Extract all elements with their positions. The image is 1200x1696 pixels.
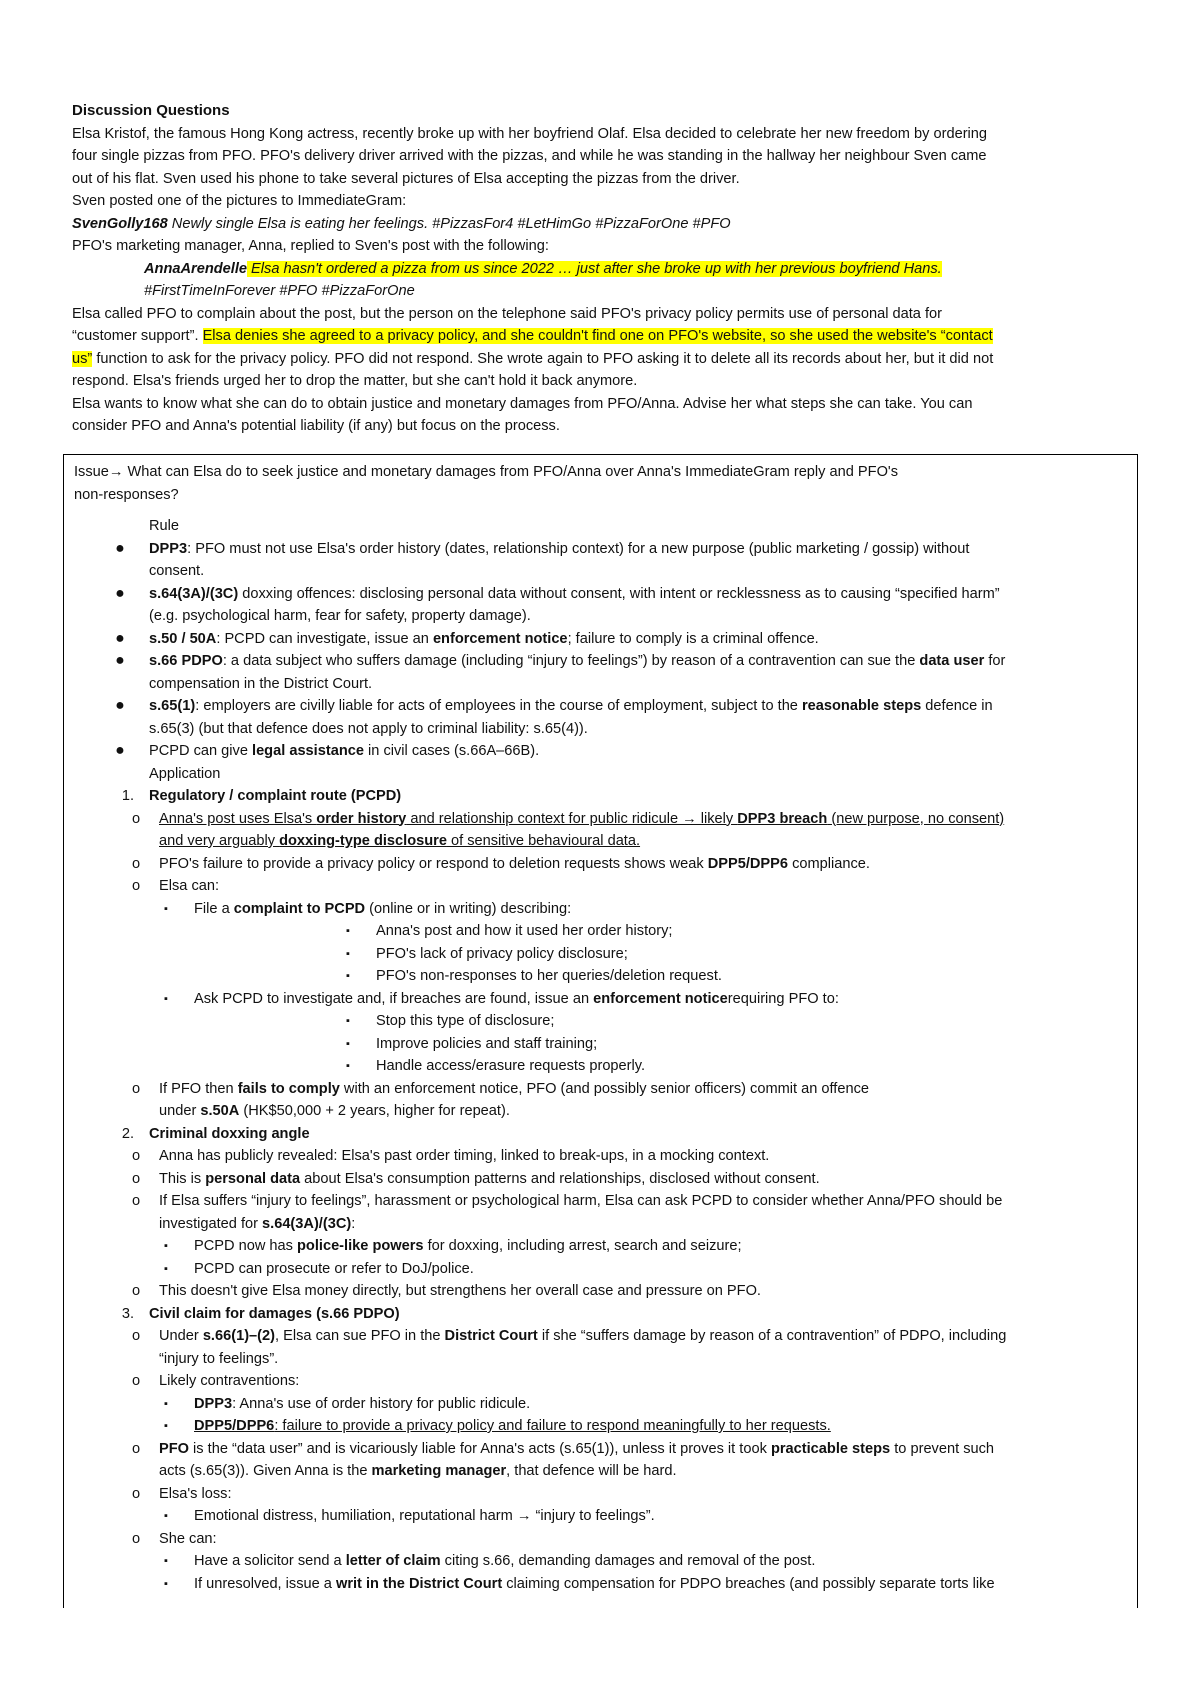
circle-bullet-icon: o bbox=[131, 1283, 141, 1299]
text-run: District Court bbox=[444, 1328, 538, 1344]
para-line: consider PFO and Anna's potential liability (if any) but focus on the process. bbox=[72, 418, 560, 434]
rule-item bbox=[74, 538, 1127, 561]
text-run: Elsa can: bbox=[159, 878, 220, 894]
sub-item bbox=[74, 988, 1127, 1011]
list-item bbox=[74, 1145, 1127, 1168]
text-run: for doxxing, including arrest, search and seizure; bbox=[423, 1238, 742, 1254]
list-item-cont bbox=[74, 1100, 1127, 1123]
text-run: (online or in writing) describing: bbox=[365, 900, 572, 917]
text-run: File a bbox=[194, 900, 234, 917]
text-run: DPP5/DPP6 bbox=[194, 1418, 275, 1434]
text-run: practicable steps bbox=[770, 1440, 891, 1457]
text-run: defence in bbox=[921, 698, 993, 714]
text-run: Under bbox=[159, 1328, 203, 1344]
text-run: and relationship context for public ridicule → likely bbox=[406, 810, 738, 827]
sub-item bbox=[74, 1505, 1127, 1528]
text-run: This doesn't give Elsa money directly, but strengthens her overall case and pressure on PFO. bbox=[159, 1283, 761, 1299]
text-run: Anna's post and how it used her order history; bbox=[376, 923, 673, 939]
square-bullet-icon: ▪ bbox=[346, 1037, 350, 1050]
text-run: : bbox=[351, 1215, 356, 1232]
sub-sub-item bbox=[74, 920, 1127, 943]
application-heading: Application bbox=[149, 765, 221, 782]
text-run: Elsa's loss: bbox=[159, 1485, 232, 1502]
anna-handle: AnnaArendelle bbox=[144, 260, 247, 277]
bullet-icon: ● bbox=[115, 742, 125, 759]
list-item-cont bbox=[74, 830, 1127, 853]
answer-box bbox=[63, 454, 1138, 1608]
para-line: Elsa called PFO to complain about the post, but the person on the telephone said PFO's privacy policy permits use of personal data for bbox=[72, 305, 942, 322]
text-run: enforcement notice bbox=[432, 630, 568, 647]
section-heading bbox=[74, 1303, 1127, 1326]
para-line: Sven posted one of the pictures to ImmediateGram: bbox=[72, 193, 407, 209]
sub-item bbox=[74, 898, 1127, 921]
page-title: Discussion Questions bbox=[72, 102, 230, 119]
circle-bullet-icon: o bbox=[131, 810, 141, 827]
text-run: Criminal doxxing angle bbox=[149, 1125, 310, 1142]
text-run: Anna's post uses Elsa's bbox=[159, 810, 317, 827]
circle-bullet-icon: o bbox=[131, 1373, 141, 1389]
text-run: PFO's lack of privacy policy disclosure; bbox=[376, 945, 628, 962]
circle-bullet-icon: o bbox=[131, 1440, 141, 1457]
rule-item-cont: compensation in the District Court. bbox=[149, 675, 373, 692]
text-run: claiming compensation for PDPO breaches (and possibly separate torts like bbox=[502, 1575, 995, 1592]
sub-item bbox=[74, 1415, 1127, 1438]
text-run: Stop this type of disclosure; bbox=[376, 1013, 555, 1029]
rule-item bbox=[74, 695, 1127, 718]
list-item bbox=[74, 1483, 1127, 1506]
text-run: “customer support”. bbox=[72, 328, 203, 344]
bullet-icon: ● bbox=[115, 697, 125, 714]
list-item-cont: “injury to feelings”. bbox=[159, 1350, 279, 1367]
para-line bbox=[72, 325, 1142, 348]
text-run: s.66 PDPO bbox=[149, 653, 223, 669]
text-run: DPP3 bbox=[194, 1395, 233, 1412]
text-run: citing s.66, demanding damages and removal of the post. bbox=[440, 1553, 816, 1569]
text-run: of sensitive behavioural data. bbox=[446, 833, 641, 849]
square-bullet-icon: ▪ bbox=[346, 1060, 350, 1072]
square-bullet-icon: ▪ bbox=[164, 1420, 168, 1432]
square-bullet-icon: ▪ bbox=[346, 970, 350, 982]
text-run: PFO bbox=[159, 1440, 189, 1457]
text-run: : employers are civilly liable for acts of employees in the course of employment, subject to the bbox=[195, 698, 802, 714]
sub-sub-item bbox=[74, 965, 1127, 988]
text-run: personal data bbox=[205, 1170, 301, 1187]
para-line: Elsa Kristof, the famous Hong Kong actress, recently broke up with her boyfriend Olaf. Elsa decided to celebrate her new freedom by ordering bbox=[72, 125, 988, 142]
square-bullet-icon: ▪ bbox=[164, 992, 168, 1005]
sven-handle: SvenGolly168 bbox=[72, 215, 168, 232]
text-run: Have a solicitor send a bbox=[194, 1553, 346, 1569]
sub-item bbox=[74, 1258, 1127, 1281]
case-text bbox=[72, 100, 1142, 438]
sub-item bbox=[74, 1235, 1127, 1258]
text-run: : a data subject who suffers damage (including “injury to feelings”) by reason of a contravention can sue the bbox=[222, 653, 920, 669]
text-run: PFO's non-responses to her queries/deletion request. bbox=[376, 968, 722, 984]
highlighted-text: Elsa denies she agreed to a privacy policy, and she couldn't find one on PFO's website, so she used the website's “contact bbox=[202, 328, 993, 344]
text-run: Emotional distress, humiliation, reputational harm → “injury to feelings”. bbox=[194, 1508, 655, 1524]
text-run: : Anna's use of order history for public ridicule. bbox=[232, 1395, 531, 1412]
text-run: PCPD can prosecute or refer to DoJ/police. bbox=[194, 1260, 474, 1277]
rule-item bbox=[74, 740, 1127, 763]
square-bullet-icon: ▪ bbox=[164, 1240, 168, 1252]
list-item bbox=[74, 853, 1127, 876]
section-number: 1. bbox=[121, 788, 134, 804]
square-bullet-icon: ▪ bbox=[346, 947, 350, 960]
text-run: , that defence will be hard. bbox=[506, 1463, 677, 1479]
rule-item bbox=[74, 583, 1127, 606]
text-run: acts (s.65(3)). Given Anna is the bbox=[159, 1463, 372, 1479]
square-bullet-icon: ▪ bbox=[346, 1015, 350, 1027]
text-run: with an enforcement notice, PFO (and possibly senior officers) commit an offence bbox=[339, 1080, 870, 1097]
list-item bbox=[74, 1168, 1127, 1191]
text-run: fails to comply bbox=[237, 1080, 340, 1097]
text-run: writ in the District Court bbox=[335, 1575, 503, 1592]
text-run: s.50 / 50A bbox=[149, 630, 217, 647]
text-run: s.65(1) bbox=[149, 698, 196, 714]
text-run: DPP3 bbox=[149, 540, 188, 557]
rule-item-cont: s.65(3) (but that defence does not apply to criminal liability: s.65(4)). bbox=[149, 720, 588, 737]
text-run: : PCPD can investigate, issue an bbox=[216, 630, 433, 647]
text-run: DPP5/DPP6 bbox=[707, 855, 789, 872]
text-run: Handle access/erasure requests properly. bbox=[376, 1058, 646, 1074]
circle-bullet-icon: o bbox=[131, 878, 141, 894]
text-run: PCPD can give bbox=[149, 743, 253, 759]
text-run: to prevent such bbox=[890, 1440, 995, 1457]
rule-item bbox=[74, 628, 1127, 651]
list-item bbox=[74, 1078, 1127, 1101]
sub-item bbox=[74, 1573, 1127, 1596]
anna-reply-text: Elsa hasn't ordered a pizza from us since 2022 … just after she broke up with her previous boyfriend Hans. bbox=[247, 260, 942, 277]
square-bullet-icon: ▪ bbox=[346, 925, 350, 937]
text-run: ; failure to comply is a criminal offence. bbox=[567, 630, 819, 647]
sven-post-text: Newly single Elsa is eating her feelings. #PizzasFor4 #LetHimGo #PizzaForOne #PFO bbox=[167, 215, 731, 232]
text-run: about Elsa's consumption patterns and relationships, disclosed without consent. bbox=[300, 1170, 820, 1187]
square-bullet-icon: ▪ bbox=[164, 1397, 168, 1410]
text-run: Regulatory / complaint route (PCPD) bbox=[149, 788, 402, 804]
text-run: doxxing offences: disclosing personal data without consent, with intent or recklessness as to causing “specified harm” bbox=[238, 585, 1000, 602]
text-run: for bbox=[984, 653, 1006, 669]
section-number: 2. bbox=[121, 1125, 134, 1142]
highlighted-text: us” bbox=[72, 350, 93, 367]
sub-item bbox=[74, 1393, 1127, 1416]
bullet-icon: ● bbox=[115, 539, 125, 557]
spacer bbox=[74, 506, 1127, 515]
square-bullet-icon: ▪ bbox=[164, 1510, 168, 1522]
section-heading bbox=[74, 1123, 1127, 1146]
circle-bullet-icon: o bbox=[131, 1530, 141, 1547]
text-run: compliance. bbox=[788, 855, 870, 872]
text-run: and very arguably bbox=[159, 833, 280, 849]
circle-bullet-icon: o bbox=[131, 855, 141, 872]
text-run: s.64(3A)/(3C) bbox=[149, 585, 239, 602]
square-bullet-icon: ▪ bbox=[164, 1577, 168, 1590]
issue-line: Issue→ What can Elsa do to seek justice and monetary damages from PFO/Anna over Anna's ImmediateGram reply and PFO's bbox=[74, 464, 899, 480]
text-run: s.50A bbox=[200, 1103, 240, 1119]
text-run: If Elsa suffers “injury to feelings”, harassment or psychological harm, Elsa can ask PCPD to consider whether Anna/PFO should be bbox=[159, 1193, 1003, 1209]
text-run: If PFO then bbox=[159, 1080, 238, 1097]
text-run: legal assistance bbox=[252, 743, 364, 759]
text-run: investigated for bbox=[159, 1215, 263, 1232]
section-number: 3. bbox=[121, 1305, 134, 1322]
rule-item-cont: consent. bbox=[149, 563, 205, 579]
text-run: if she “suffers damage by reason of a contravention” of PDPO, including bbox=[537, 1328, 1007, 1344]
rule-item-cont: (e.g. psychological harm, fear for safety, property damage). bbox=[149, 608, 531, 624]
list-item-cont bbox=[74, 1213, 1127, 1236]
list-item bbox=[74, 1370, 1127, 1393]
section-heading bbox=[74, 785, 1127, 808]
circle-bullet-icon: o bbox=[131, 1193, 141, 1209]
text-run: in civil cases (s.66A–66B). bbox=[363, 743, 540, 759]
text-run: order history bbox=[316, 810, 407, 827]
para-line: Elsa wants to know what she can do to obtain justice and monetary damages from PFO/Anna. Advise her what steps she can take. You can bbox=[72, 395, 973, 412]
text-run: s.66(1)–(2) bbox=[202, 1328, 276, 1344]
circle-bullet-icon: o bbox=[131, 1170, 141, 1187]
para-line bbox=[72, 348, 1142, 371]
circle-bullet-icon: o bbox=[131, 1485, 141, 1502]
circle-bullet-icon: o bbox=[131, 1080, 141, 1097]
text-run: s.64(3A)/(3C) bbox=[262, 1215, 352, 1232]
text-run: This is bbox=[159, 1170, 206, 1187]
circle-bullet-icon: o bbox=[131, 1328, 141, 1344]
anna-tags: #FirstTimeInForever #PFO #PizzaForOne bbox=[144, 283, 415, 299]
rule-item bbox=[74, 650, 1127, 673]
text-run: (HK$50,000 + 2 years, higher for repeat). bbox=[239, 1103, 510, 1119]
text-run: letter of claim bbox=[345, 1553, 441, 1569]
issue-line: non-responses? bbox=[74, 486, 179, 503]
text-run: doxxing-type disclosure bbox=[279, 833, 447, 849]
sub-sub-item bbox=[74, 1055, 1127, 1078]
text-run: reasonable steps bbox=[801, 698, 922, 714]
para-line: four single pizzas from PFO. PFO's delivery driver arrived with the pizzas, and while he was standing in the hallway her neighbour Sven came bbox=[72, 148, 987, 164]
text-run: under bbox=[159, 1103, 201, 1119]
text-run: (new purpose, no consent) bbox=[827, 810, 1005, 827]
sub-sub-item bbox=[74, 943, 1127, 966]
list-item bbox=[74, 808, 1127, 831]
text-run: Likely contraventions: bbox=[159, 1373, 300, 1389]
square-bullet-icon: ▪ bbox=[164, 1555, 168, 1567]
text-run: , Elsa can sue PFO in the bbox=[275, 1328, 445, 1344]
text-run: function to ask for the privacy policy. PFO did not respond. She wrote again to PFO asking it to delete all its records about her, but it did not bbox=[92, 350, 994, 367]
square-bullet-icon: ▪ bbox=[164, 1262, 168, 1275]
text-run: police-like powers bbox=[297, 1238, 424, 1254]
text-run: She can: bbox=[159, 1530, 217, 1547]
text-run: marketing manager bbox=[371, 1463, 507, 1479]
text-run: DPP3 breach bbox=[737, 810, 828, 827]
bullet-icon: ● bbox=[115, 584, 125, 602]
sub-sub-item bbox=[74, 1033, 1127, 1056]
list-item bbox=[74, 1190, 1127, 1213]
list-item bbox=[74, 1325, 1127, 1348]
list-item bbox=[74, 1438, 1127, 1461]
text-run: PCPD now has bbox=[194, 1238, 298, 1254]
list-item bbox=[74, 1280, 1127, 1303]
sub-sub-item bbox=[74, 1010, 1127, 1033]
list-item bbox=[74, 875, 1127, 898]
list-item-cont bbox=[74, 1460, 1127, 1483]
text-run: Ask PCPD to investigate and, if breaches are found, issue an bbox=[194, 990, 594, 1007]
square-bullet-icon: ▪ bbox=[164, 902, 168, 915]
bullet-icon: ● bbox=[115, 629, 125, 647]
text-run: If unresolved, issue a bbox=[194, 1575, 336, 1592]
text-run: data user bbox=[919, 653, 985, 669]
sven-post bbox=[72, 213, 1142, 236]
text-run: Improve policies and staff training; bbox=[376, 1035, 598, 1052]
list-item bbox=[74, 1528, 1127, 1551]
text-run: : PFO must not use Elsa's order history (dates, relationship context) for a new purpose (public marketing / gossip) without bbox=[187, 540, 970, 557]
text-run: complaint to PCPD bbox=[233, 900, 366, 917]
text-run: Civil claim for damages (s.66 PDPO) bbox=[149, 1305, 400, 1322]
text-run: Anna has publicly revealed: Elsa's past order timing, linked to break-ups, in a mocking context. bbox=[159, 1148, 770, 1164]
anna-reply bbox=[72, 258, 1142, 281]
anna-intro: PFO's marketing manager, Anna, replied to Sven's post with the following: bbox=[72, 238, 549, 254]
text-run: enforcement notice bbox=[593, 990, 728, 1007]
text-run: : failure to provide a privacy policy and failure to respond meaningfully to her requests. bbox=[274, 1418, 831, 1434]
text-run: PFO's failure to provide a privacy policy or respond to deletion requests shows weak bbox=[159, 855, 708, 872]
para-line: out of his flat. Sven used his phone to take several pictures of Elsa accepting the pizzas from the driver. bbox=[72, 170, 740, 187]
bullet-icon: ● bbox=[115, 652, 125, 669]
text-run: requiring PFO to: bbox=[727, 990, 839, 1007]
para-line: respond. Elsa's friends urged her to drop the matter, but she can't hold it back anymore. bbox=[72, 373, 638, 389]
sub-item bbox=[74, 1550, 1127, 1573]
text-run: is the “data user” and is vicariously liable for Anna's acts (s.65(1)), unless it proves it took bbox=[189, 1440, 771, 1457]
circle-bullet-icon: o bbox=[131, 1148, 141, 1164]
rule-heading: Rule bbox=[149, 518, 180, 534]
